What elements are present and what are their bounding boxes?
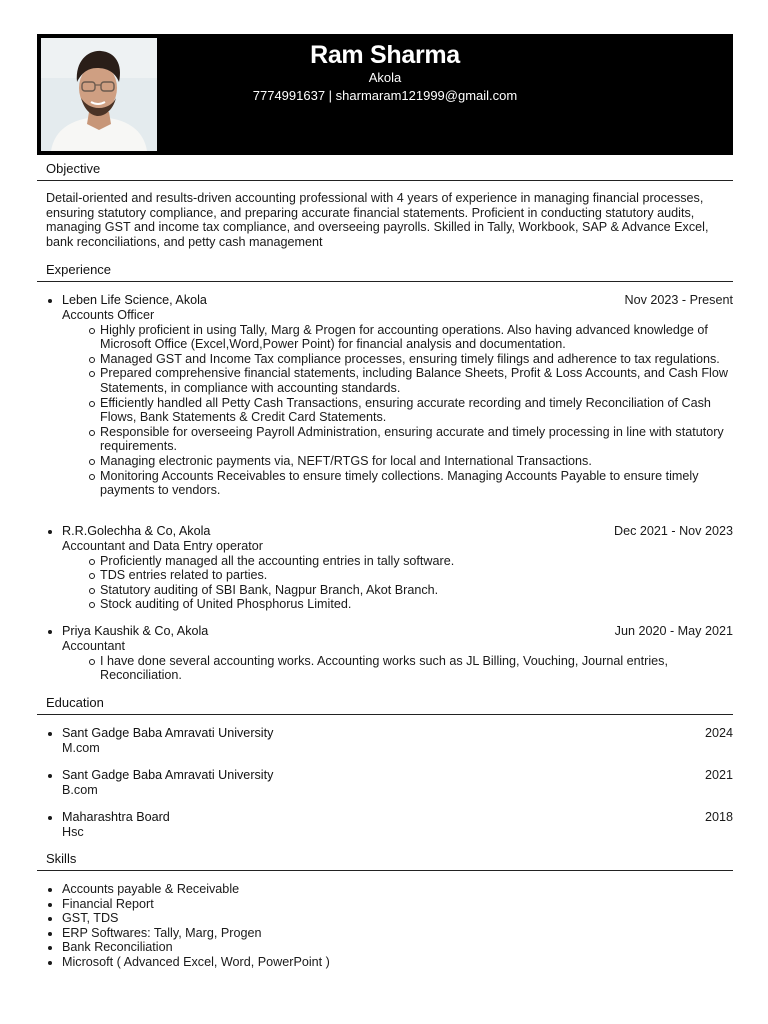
education-entry-header [46, 768, 733, 783]
objective-heading: Objective [37, 161, 733, 181]
education-school: Sant Gadge Baba Amravati University [62, 768, 274, 782]
experience-bullet: Stock auditing of United Phosphorus Limited. [100, 597, 733, 612]
experience-entry [46, 293, 733, 498]
experience-bullet: Highly proficient in using Tally, Marg & Progen for accounting operations. Also having advanced knowledge of Microsoft Office (Excel,Word,Power Point) for financial analysis and documentation. [100, 323, 733, 352]
experience-bullet: Responsible for overseeing Payroll Administration, ensuring accurate and timely processing in line with statutory requirements. [100, 425, 733, 454]
candidate-contact: 7774991637 | sharmaram121999@gmail.com [252, 88, 518, 103]
skill-item: Bank Reconciliation [62, 940, 730, 955]
education-heading: Education [37, 695, 733, 715]
experience-company: Leben Life Science, Akola [62, 293, 207, 307]
education-year: 2021 [704, 768, 733, 782]
resume-header [37, 34, 733, 155]
experience-bullet-list [46, 554, 733, 612]
experience-bullet: Efficiently handled all Petty Cash Transactions, ensuring accurate recording and timely Reconciliation of Cash Flows, Bank Statements & Credit Card Statements. [100, 396, 733, 425]
skill-item: ERP Softwares: Tally, Marg, Progen [62, 926, 730, 941]
experience-entry-header [46, 624, 733, 639]
education-entry-header [46, 810, 733, 825]
experience-date: Jun 2020 - May 2021 [614, 624, 733, 638]
experience-role: Accountant [62, 639, 126, 653]
skill-item: Financial Report [62, 897, 730, 912]
education-school: Maharashtra Board [62, 810, 170, 824]
experience-date: Dec 2021 - Nov 2023 [613, 524, 733, 538]
experience-company: R.R.Golechha & Co, Akola [62, 524, 211, 538]
experience-bullet: Proficiently managed all the accounting entries in tally software. [100, 554, 733, 569]
experience-bullet: Monitoring Accounts Receivables to ensure timely collections. Managing Accounts Payable to ensure timely payments to vendors. [100, 469, 733, 498]
experience-bullet-list [46, 323, 733, 498]
education-entry [46, 726, 733, 756]
skill-item: GST, TDS [62, 911, 730, 926]
experience-date: Nov 2023 - Present [624, 293, 733, 307]
experience-role: Accountant and Data Entry operator [62, 539, 263, 553]
experience-entry-header [46, 293, 733, 308]
education-year: 2024 [704, 726, 733, 740]
experience-entry-header [46, 524, 733, 539]
experience-bullet-list [46, 654, 733, 683]
education-school: Sant Gadge Baba Amravati University [62, 726, 274, 740]
education-degree: M.com [62, 741, 100, 755]
skills-heading: Skills [37, 851, 733, 871]
experience-bullet: Managed GST and Income Tax compliance processes, ensuring timely filings and adherence to tax regulations. [100, 352, 733, 367]
education-entry-header [46, 726, 733, 741]
experience-bullet: Prepared comprehensive financial statements, including Balance Sheets, Profit & Loss Accounts, and Cash Flow Statements, in compliance with accounting standards. [100, 366, 733, 395]
objective-text: Detail-oriented and results-driven accounting professional with 4 years of experience in managing financial processes, ensuring statutory compliance, and preparing accurate financial statements. Proficient in conducting statutory audits, managing GST and income tax compliance, and overseeing payrolls. Skilled in Tally, Workbook, SAP & Advance Excel, bank reconciliations, and petty cash management [46, 191, 709, 249]
experience-bullet: I have done several accounting works. Accounting works such as JL Billing, Vouching, Journal entries, Reconciliation. [100, 654, 733, 683]
education-entry [46, 810, 733, 840]
experience-role: Accounts Officer [62, 308, 155, 322]
experience-entry [46, 624, 733, 683]
education-year: 2018 [704, 810, 733, 824]
candidate-name: Ram Sharma [310, 41, 460, 69]
experience-bullet: TDS entries related to parties. [100, 568, 733, 583]
experience-entry [46, 524, 733, 612]
skill-item: Microsoft ( Advanced Excel, Word, PowerPoint ) [62, 955, 730, 970]
skill-item: Accounts payable & Receivable [62, 882, 730, 897]
education-degree: B.com [62, 783, 98, 797]
candidate-city: Akola [368, 70, 402, 85]
skills-list [46, 882, 730, 970]
experience-bullet: Statutory auditing of SBI Bank, Nagpur Branch, Akot Branch. [100, 583, 733, 598]
experience-heading: Experience [37, 262, 733, 282]
education-degree: Hsc [62, 825, 84, 839]
education-entry [46, 768, 733, 798]
experience-company: Priya Kaushik & Co, Akola [62, 624, 209, 638]
experience-bullet: Managing electronic payments via, NEFT/RTGS for local and International Transactions. [100, 454, 733, 469]
